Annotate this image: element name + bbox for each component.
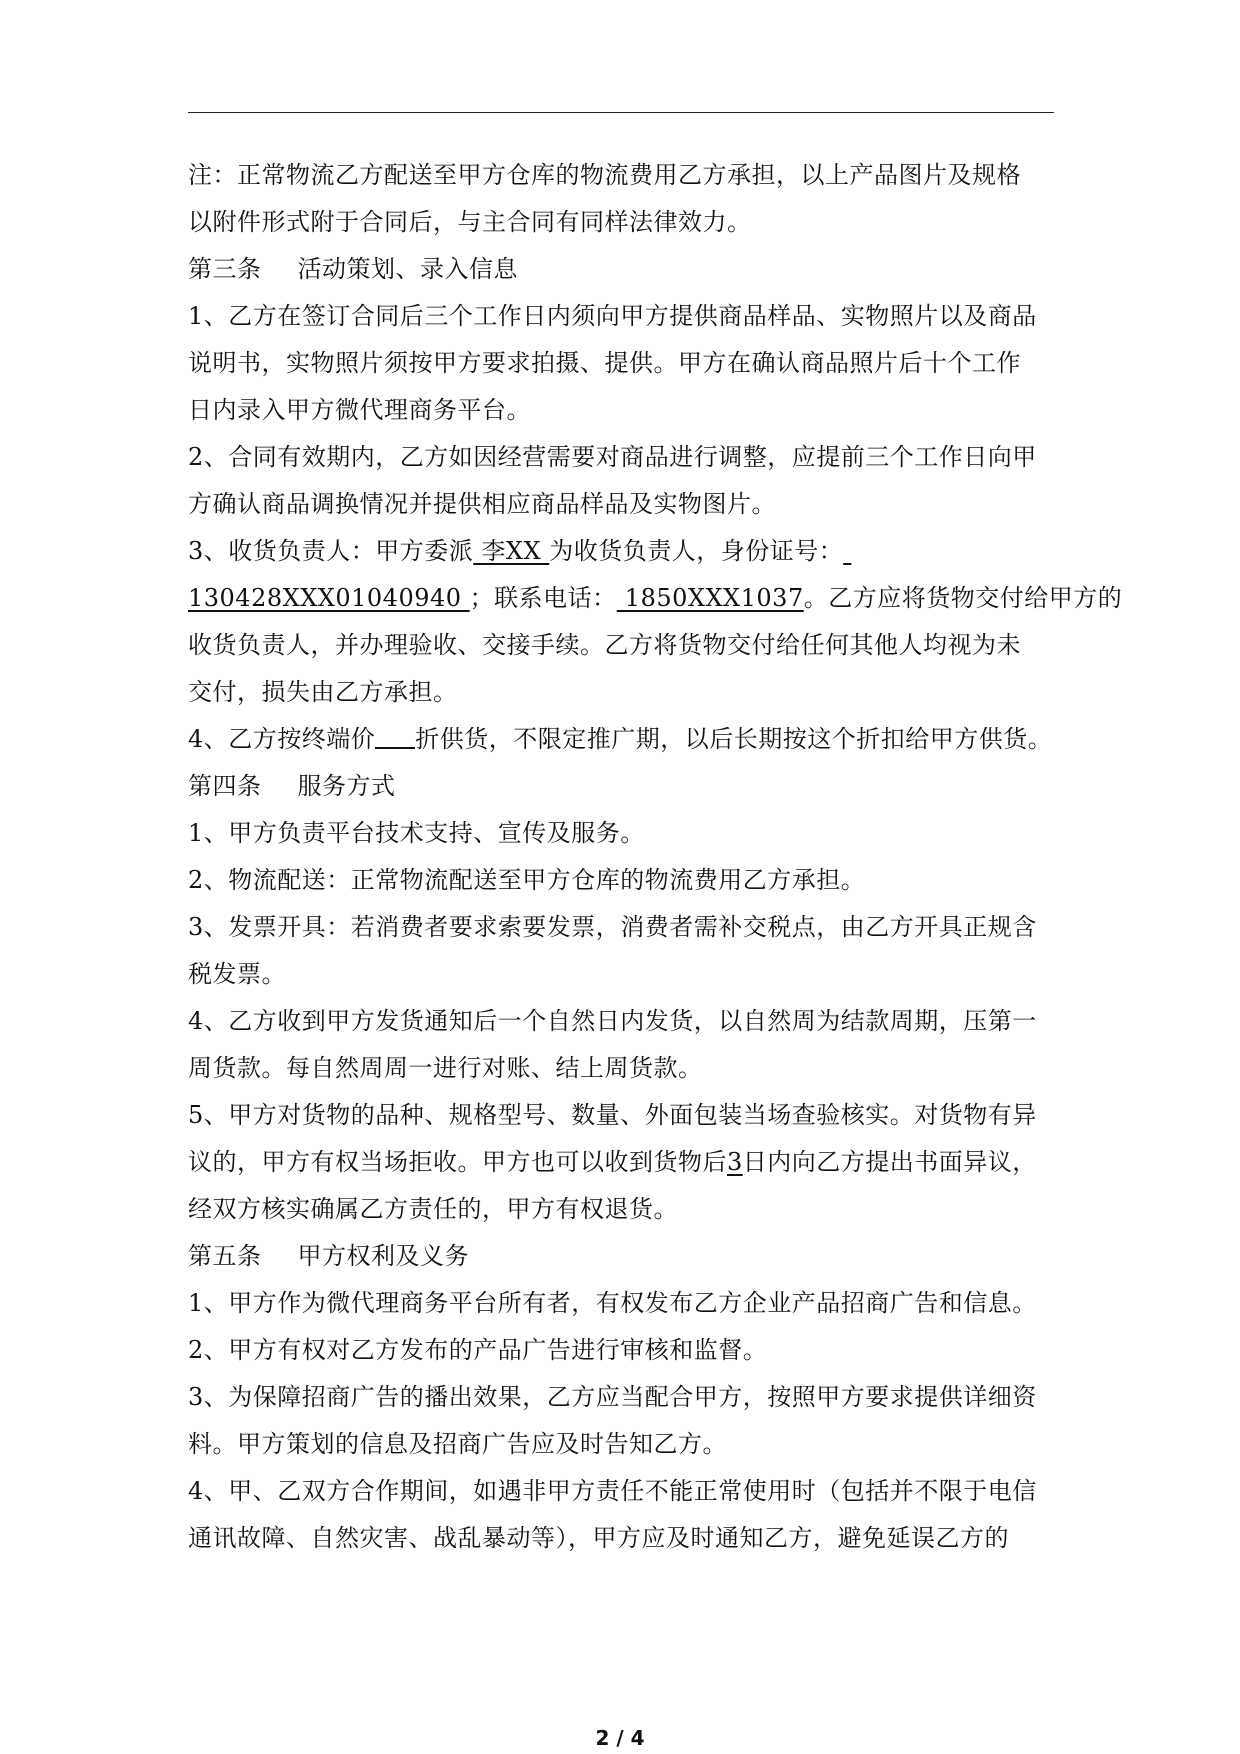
paragraph-line: 5、甲方对货物的品种、规格型号、数量、外面包装当场查验核实。对货物有异 (188, 1101, 1037, 1129)
receiver-line: 3、收货负责人：甲方委派 李XX 为收货负责人，身份证号： (188, 528, 1054, 575)
paragraph-line: 4、甲、乙双方合作期间，如遇非甲方责任不能正常使用时（包括并不限于电信 (188, 1477, 1037, 1505)
paragraph-line: 2、合同有效期内，乙方如因经营需要对商品进行调整，应提前三个工作日向甲 (188, 443, 1037, 471)
article-number: 第四条 (188, 772, 262, 800)
article-heading-5 (188, 1233, 1054, 1280)
page-number: 2 / 4 (595, 1726, 645, 1750)
objection-days: 3 (727, 1148, 743, 1176)
id-number-leader (843, 537, 851, 565)
paragraph-line: 1、甲方负责平台技术支持、宣传及服务。 (188, 819, 645, 847)
paragraph-line: 注：正常物流乙方配送至甲方仓库的物流费用乙方承担，以上产品图片及规格 (188, 161, 1021, 189)
paragraph-line: 2、甲方有权对乙方发布的产品广告进行审核和监督。 (188, 1336, 768, 1364)
article-heading-4 (188, 763, 1054, 810)
paragraph-line: 3、发票开具：若消费者要求索要发票，消费者需补交税点，由乙方开具正规含 (188, 913, 1037, 941)
paragraph-line: 交付，损失由乙方承担。 (188, 678, 458, 706)
paragraph-line: 说明书，实物照片须按甲方要求拍摄、提供。甲方在确认商品照片后十个工作 (188, 349, 1021, 377)
article-title: 甲方权利及义务 (297, 1242, 469, 1270)
receiver-contact-line: 130428XXX01040940 ；联系电话： 1850XXX1037。乙方应将货物交付给甲方的 (188, 584, 1123, 612)
paragraph-line: 通讯故障、自然灾害、战乱暴动等），甲方应及时通知乙方，避免延误乙方的 (188, 1524, 1009, 1552)
article-heading-3 (188, 246, 1054, 293)
receiver-name: 李XX (473, 537, 550, 565)
paragraph-line: 经双方核实确属乙方责任的，甲方有权退货。 (188, 1195, 678, 1223)
paragraph-line: 周货款。每自然周周一进行对账、结上周货款。 (188, 1054, 703, 1082)
id-number: 130428XXX01040940 (188, 584, 470, 612)
paragraph-line: 方确认商品调换情况并提供相应商品样品及实物图片。 (188, 490, 776, 518)
paragraph-line: 2、物流配送：正常物流配送至甲方仓库的物流费用乙方承担。 (188, 866, 866, 894)
paragraph-line: 料。甲方策划的信息及招商广告应及时告知乙方。 (188, 1430, 727, 1458)
article-title: 活动策划、录入信息 (297, 255, 518, 283)
objection-line: 议的，甲方有权当场拒收。甲方也可以收到货物后3日内向乙方提出书面异议， (188, 1148, 1037, 1176)
article-number: 第五条 (188, 1242, 262, 1270)
paragraph-line: 日内录入甲方微代理商务平台。 (188, 396, 531, 424)
paragraph-line: 1、乙方在签订合同后三个工作日内须向甲方提供商品样品、实物照片以及商品 (188, 302, 1037, 330)
paragraph-line: 税发票。 (188, 960, 286, 988)
phone-number: 1850XXX1037 (616, 584, 804, 612)
paragraph-line: 4、乙方收到甲方发货通知后一个自然日内发货，以自然周为结款周期，压第一 (188, 1007, 1037, 1035)
paragraph-line: 1、甲方作为微代理商务平台所有者，有权发布乙方企业产品招商广告和信息。 (188, 1289, 1037, 1317)
paragraph-line: 3、为保障招商广告的播出效果，乙方应当配合甲方，按照甲方要求提供详细资 (188, 1383, 1037, 1411)
paragraph-line: 收货负责人，并办理验收、交接手续。乙方将货物交付给任何其他人均视为未 (188, 631, 1021, 659)
paragraph-line: 以附件形式附于合同后，与主合同有同样法律效力。 (188, 208, 752, 236)
discount-line: 4、乙方按终端价 折供货，不限定推广期，以后长期按这个折扣给甲方供货。 (188, 725, 1053, 753)
article-title: 服务方式 (297, 772, 396, 800)
document-body (188, 152, 1123, 1562)
article-number: 第三条 (188, 255, 262, 283)
header-rule (188, 112, 1054, 113)
discount-blank (375, 723, 415, 749)
